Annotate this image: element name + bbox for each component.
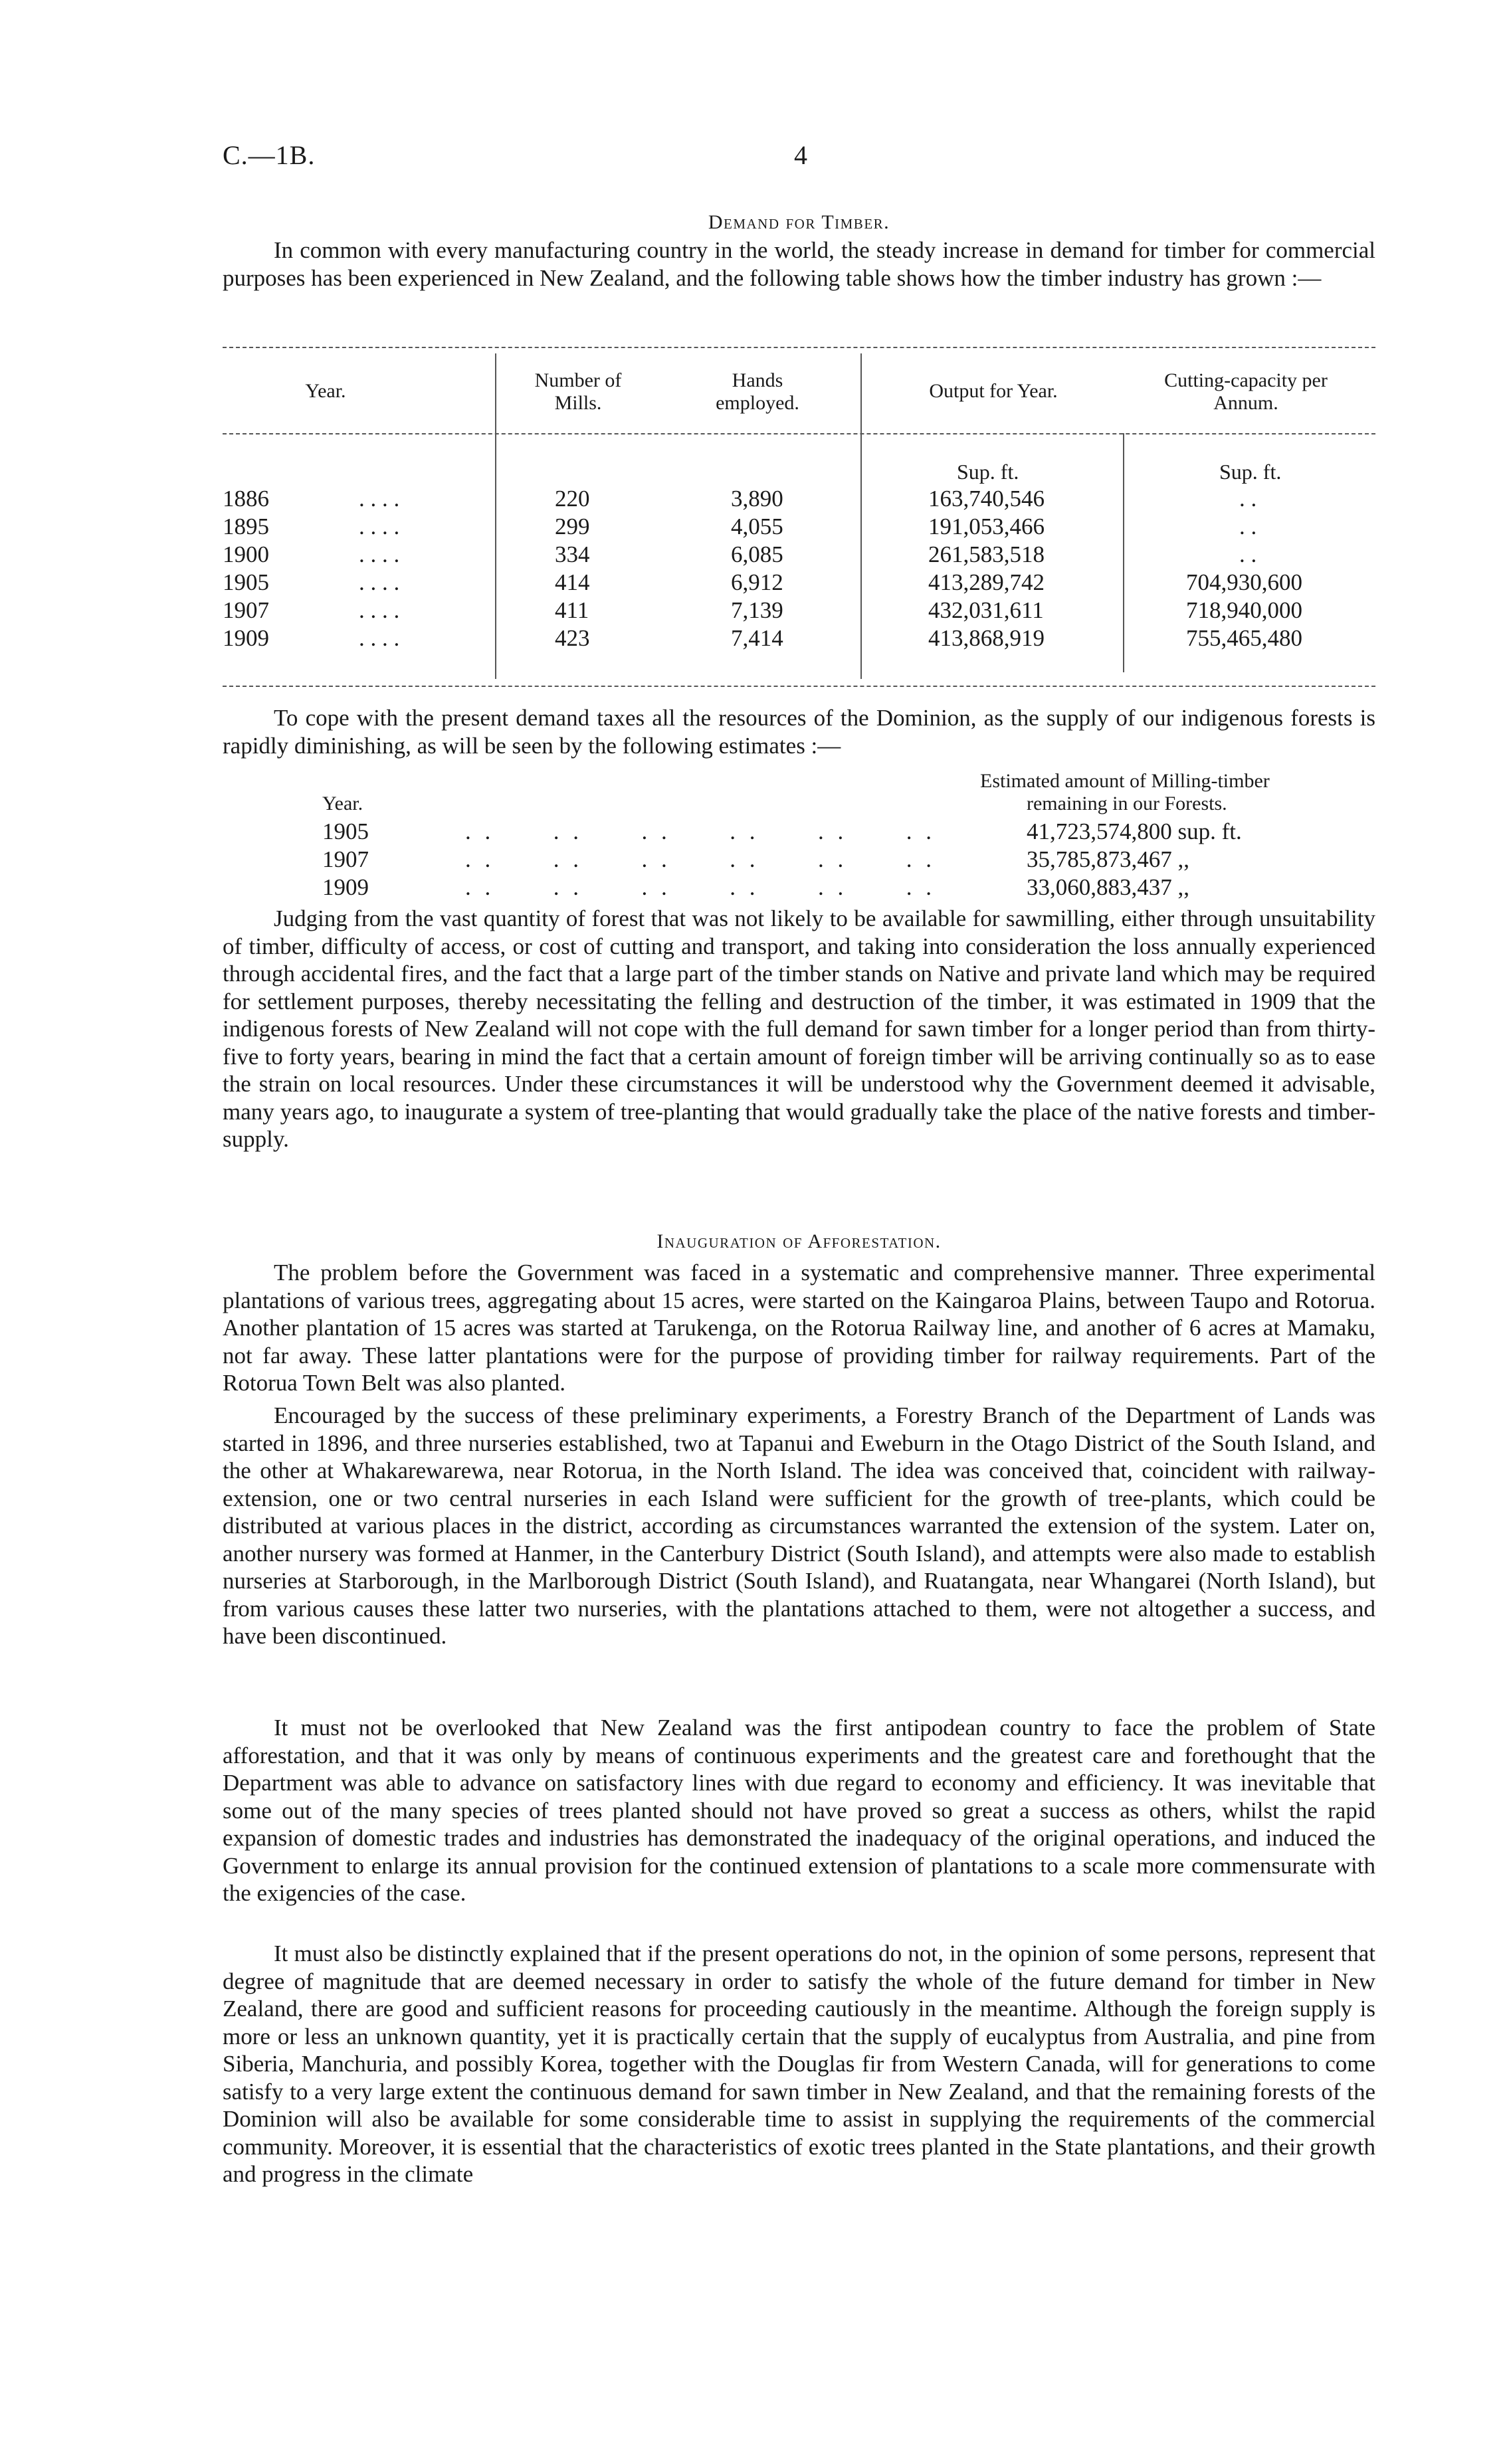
timber-industry-table <box>223 347 1375 692</box>
row-leader-dots: . . . . <box>359 625 400 651</box>
estimate-value: 33,060,883,437 ,, <box>1027 874 1189 900</box>
cell-year: 1886 <box>223 486 269 512</box>
afforestation-paragraph-4: It must also be distinctly explained that if the present operations do not, in the opinion of some persons, represent that degree of magnitude that are deemed necessary in order to satisfy the whole of the future demand for timber in New Zealand, there are good and sufficient reasons for proceeding cautiously in the meantime. Although the foreign supply is more or less an unknown quantity, yet it is practically certain that the supply of eucalyptus from Australia, and pine from Siberia, Manchuria, and possibly Korea, together with the Douglas fir from Western Canada, will for generations to come satisfy to a very large extent the continuous demand for sawn timber in New Zealand, and that the remaining forests of the Dominion will also be available for some considerable time to assist in supplying the requirements of the commercial community. Moreover, it is essential that the characteristics of exotic trees planted in the State plantations, and their growth and progress in the climate <box>223 1941 1375 2187</box>
column-divider <box>860 353 862 679</box>
estimate-leader-dots: . . . . . . . . . . . . <box>465 818 936 844</box>
cell-output: 432,031,611 <box>928 597 1044 623</box>
cell-output: 163,740,546 <box>928 486 1045 512</box>
cell-capacity: 718,940,000 <box>1186 597 1302 623</box>
estimates-amount-label: Estimated amount of Milling-timber <box>980 770 1270 792</box>
cell-year: 1905 <box>223 569 269 595</box>
table-top-rule <box>223 347 1375 348</box>
cell-capacity: . . <box>1239 541 1257 567</box>
cell-capacity: . . <box>1239 486 1257 512</box>
cell-mills: 334 <box>555 541 590 567</box>
cell-mills: 423 <box>555 625 590 651</box>
page-header <box>223 140 1374 179</box>
column-divider <box>495 353 496 679</box>
cell-output: 413,868,919 <box>928 625 1045 651</box>
afforestation-paragraph-3: It must not be overlooked that New Zealand was the first antipodean country to face the problem of State afforestation, and that it was only by means of continuous experiments and the greatest care and forethought that the Department was able to advance on satisfactory lines with due regard to economy and efficiency. It was inevitable that some out of the many species of trees planted should not have proved so great a success as others, whilst the rapid expansion of domestic trades and industries has demonstrated the inadequacy of the original operations, and induced the Government to enlarge its annual provision for the continued extension of plantations to a scale more commensurate with the exigencies of the case. <box>223 1715 1375 1906</box>
cell-output: 261,583,518 <box>928 541 1045 567</box>
cell-capacity: . . <box>1239 514 1257 539</box>
cell-mills: 299 <box>555 514 590 539</box>
column-header-hands: Hands employed. <box>716 369 799 414</box>
row-leader-dots: . . . . <box>359 486 400 512</box>
table-header-rule <box>223 433 1375 434</box>
document-reference: C.—1B. <box>223 140 316 170</box>
afforestation-paragraph-1: The problem before the Government was faced in a systematic and comprehensive manner. Three experimental plantations of various trees, aggregating about 15 acres, were started on the Kaingaroa Plains, between Taupo and Rotorua. Another plantation of 15 acres was started at Tarukenga, on the Rotorua Railway line, and another of 6 acres at Mamaku, not far away. These latter plantations were for the purpose of providing timber for railway requirements. Part of the Rotorua Town Belt was also planted. <box>223 1260 1375 1396</box>
cell-mills: 414 <box>555 569 590 595</box>
estimate-leader-dots: . . . . . . . . . . . . <box>465 874 936 900</box>
supply-paragraph: To cope with the present demand taxes all the resources of the Dominion, as the supply of our indigenous forests is rapidly diminishing, as will be seen by the following estimates :— <box>223 705 1375 759</box>
estimate-value: 35,785,873,467 ,, <box>1027 846 1189 872</box>
cell-hands: 4,055 <box>731 514 783 539</box>
cell-hands: 7,139 <box>731 597 783 623</box>
table-bottom-rule <box>223 686 1375 687</box>
estimate-year: 1907 <box>322 846 369 872</box>
estimate-value: 41,723,574,800 sup. ft. <box>1027 818 1242 844</box>
cell-hands: 6,085 <box>731 541 783 567</box>
cell-hands: 3,890 <box>731 486 783 512</box>
forest-outlook-paragraph: Judging from the vast quantity of forest that was not likely to be available for sawmilling, either through unsuitability of timber, difficulty of access, or cost of cutting and transport, and taking into consideration the loss annually experienced through accidental fires, and the fact that a large part of the timber stands on Native and private land which may be required for settlement purposes, thereby necessitating the felling and destruction of the timber, it was estimated in 1909 that the indigenous forests of New Zealand will not cope with the full demand for sawn timber for a longer period than from thirty-five to forty years, bearing in mind the fact that a certain amount of foreign timber will be arriving continually so as to ease the strain on local resources. Under these circumstances it will be understood why the Government deemed it advisable, many years ago, to inaugurate a system of tree-planting that would gradually take the place of the native forests and timber-supply. <box>223 905 1375 1152</box>
cell-output: 413,289,742 <box>928 569 1045 595</box>
row-leader-dots: . . . . <box>359 569 400 595</box>
column-header-capacity: Cutting-capacity per Annum. <box>1164 369 1328 414</box>
cell-year: 1900 <box>223 541 269 567</box>
estimates-year-label: Year. <box>322 793 363 814</box>
cell-hands: 7,414 <box>731 625 783 651</box>
row-leader-dots: . . . . <box>359 541 400 567</box>
column-header-year: Year. <box>305 380 346 402</box>
page-number: 4 <box>794 140 807 170</box>
capacity-unit: Sup. ft. <box>1219 460 1282 484</box>
estimates-table <box>223 771 1375 903</box>
output-unit: Sup. ft. <box>957 460 1019 484</box>
estimate-leader-dots: . . . . . . . . . . . . <box>465 846 936 872</box>
cell-output: 191,053,466 <box>928 514 1045 539</box>
column-header-output: Output for Year. <box>929 380 1058 402</box>
afforestation-paragraph-2: Encouraged by the success of these preliminary experiments, a Forestry Branch of the Department of Lands was started in 1896, and three nurseries established, two at Tapanui and Eweburn in the Otago District of the South Island, and the other at Whakarewarewa, near Rotorua, in the North Island. The idea was conceived that, coincident with railway-extension, one or two central nurseries in each Island were sufficient for the growth of tree-plants, which could be distributed at various places in the district, according as circumstances warranted the extension of the system. Later on, another nursery was formed at Hanmer, in the Canterbury District (South Island), and attempts were also made to establish nurseries at Starborough, in the Marlborough District (South Island), and Ruatangata, near Whangarei (North Island), but from various causes these latter two nurseries, with the plantations attached to them, were not altogether a success, and have been discontinued. <box>223 1402 1375 1649</box>
intro-paragraph: In common with every manufacturing country in the world, the steady increase in demand for timber for commercial purposes has been experienced in New Zealand, and the following table shows how the timber industry has grown :— <box>223 237 1375 291</box>
estimates-amount-sublabel: remaining in our Forests. <box>1027 793 1227 814</box>
cell-year: 1909 <box>223 625 269 651</box>
cell-capacity: 704,930,600 <box>1186 569 1302 595</box>
cell-mills: 220 <box>555 486 590 512</box>
column-header-mills: Number of Mills. <box>534 369 622 414</box>
cell-year: 1907 <box>223 597 269 623</box>
cell-year: 1895 <box>223 514 269 539</box>
section-heading-demand: Demand for Timber. <box>708 211 890 233</box>
estimate-year: 1905 <box>322 818 369 844</box>
estimate-year: 1909 <box>322 874 369 900</box>
section-heading-afforestation: Inauguration of Afforestation. <box>656 1230 942 1252</box>
row-leader-dots: . . . . <box>359 597 400 623</box>
column-divider <box>1123 433 1124 672</box>
cell-capacity: 755,465,480 <box>1186 625 1302 651</box>
row-leader-dots: . . . . <box>359 514 400 539</box>
cell-hands: 6,912 <box>731 569 783 595</box>
cell-mills: 411 <box>555 597 589 623</box>
